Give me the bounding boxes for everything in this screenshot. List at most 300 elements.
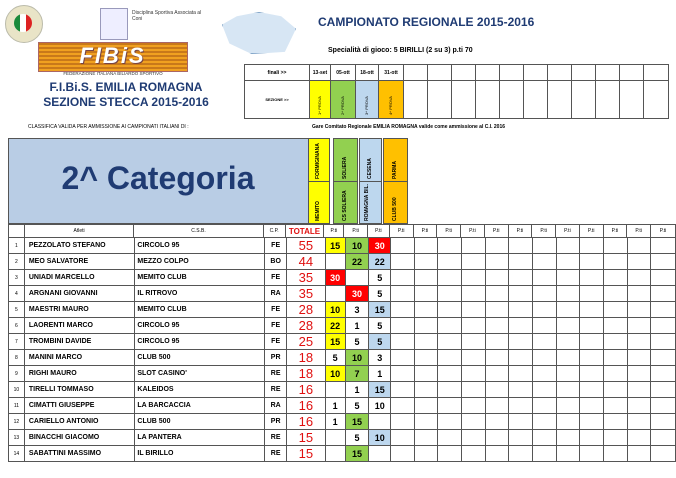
province-code: RE <box>265 366 287 382</box>
province-code: FE <box>265 302 287 318</box>
prova-points-4 <box>391 270 415 286</box>
prova-points-1: 10 <box>325 302 345 318</box>
row-number: 4 <box>9 286 25 302</box>
empty-cell <box>462 398 486 414</box>
empty-cell <box>580 334 604 350</box>
col-pt-1: P.ti <box>324 225 344 238</box>
athlete-name: MAESTRI MAURO <box>24 302 135 318</box>
empty-cell <box>580 302 604 318</box>
athlete-name: BINACCHI GIACOMO <box>24 430 135 446</box>
empty-cell <box>509 286 533 302</box>
athlete-name: TIRELLI TOMMASO <box>24 382 135 398</box>
empty-cell <box>651 430 676 446</box>
results-table <box>8 237 676 462</box>
empty-cell <box>485 238 509 254</box>
empty-cell <box>580 238 604 254</box>
category-title: 2^ Categoria <box>61 160 255 196</box>
total-points: 18 <box>287 350 326 366</box>
empty-cell <box>533 302 557 318</box>
empty-cell <box>485 398 509 414</box>
empty-cell <box>651 446 676 462</box>
finali-grid <box>244 64 669 119</box>
prova-points-1: 1 <box>325 398 345 414</box>
row-number: 7 <box>9 334 25 350</box>
athlete-name: TROMBINI DAVIDE <box>24 334 135 350</box>
empty-cell <box>509 302 533 318</box>
total-points: 15 <box>287 446 326 462</box>
prova-points-4 <box>391 302 415 318</box>
empty-cell <box>556 430 580 446</box>
empty-cell <box>580 270 604 286</box>
col-pt-3: P.ti <box>367 225 389 238</box>
row-number: 10 <box>9 382 25 398</box>
empty-cell <box>603 318 627 334</box>
col-pt-2: P.ti <box>344 225 368 238</box>
col-pt-5: P.ti <box>413 225 437 238</box>
sede-top-3: CESENA <box>359 138 382 182</box>
empty-cell <box>462 238 486 254</box>
province-code: PR <box>265 414 287 430</box>
empty-cell <box>580 366 604 382</box>
athlete-name: RIGHI MAURO <box>24 366 135 382</box>
athlete-name: MEO SALVATORE <box>24 254 135 270</box>
title-line-2: SEZIONE STECCA 2015-2016 <box>43 95 209 109</box>
empty-cell <box>580 382 604 398</box>
sede-bottom-3: ROMAGNA BIL. <box>359 181 382 224</box>
prova-3-cell <box>356 81 379 119</box>
sede-bottom-4: CLUB 500 <box>383 181 408 224</box>
table-row <box>9 414 676 430</box>
total-points: 16 <box>287 398 326 414</box>
table-row <box>9 350 676 366</box>
empty-cell <box>414 302 438 318</box>
empty-cell <box>414 238 438 254</box>
prova-points-4 <box>391 446 415 462</box>
empty-cell <box>627 430 651 446</box>
empty-cell <box>509 366 533 382</box>
total-points: 28 <box>287 302 326 318</box>
empty-cell <box>627 286 651 302</box>
empty-cell <box>438 446 462 462</box>
table-row <box>9 302 676 318</box>
empty-cell <box>580 254 604 270</box>
prova-4-cell <box>379 81 404 119</box>
col-cp: C.P. <box>263 225 285 238</box>
prova-points-2: 10 <box>345 238 369 254</box>
empty-cell <box>580 350 604 366</box>
prova-points-3: 22 <box>369 254 391 270</box>
date-1: 13-set <box>310 65 331 81</box>
table-row <box>9 238 676 254</box>
empty-cell <box>509 446 533 462</box>
table-row <box>9 270 676 286</box>
province-code: BO <box>265 254 287 270</box>
empty-cell <box>651 334 676 350</box>
province-code: RA <box>265 398 287 414</box>
empty-cell <box>438 350 462 366</box>
table-row <box>9 382 676 398</box>
empty-cell <box>603 254 627 270</box>
empty-cell <box>580 286 604 302</box>
athlete-name: LAORENTI MARCO <box>24 318 135 334</box>
empty-cell <box>580 398 604 414</box>
empty-cell <box>603 446 627 462</box>
prova-points-1: 15 <box>325 238 345 254</box>
col-pt-11: P.ti <box>556 225 580 238</box>
empty-cell <box>414 318 438 334</box>
prova-points-3: 5 <box>369 270 391 286</box>
prova-points-2: 1 <box>345 318 369 334</box>
col-pt-15: P.ti <box>651 225 676 238</box>
province-code: FE <box>265 270 287 286</box>
empty-cell <box>651 414 676 430</box>
empty-cell <box>438 398 462 414</box>
date-2: 05-ott <box>331 65 356 81</box>
prova-points-3: 15 <box>369 302 391 318</box>
empty-cell <box>533 334 557 350</box>
prova-points-2: 5 <box>345 334 369 350</box>
empty-cell <box>438 334 462 350</box>
prova-points-2: 15 <box>345 446 369 462</box>
col-pt-7: P.ti <box>461 225 485 238</box>
col-pt-8: P.ti <box>484 225 508 238</box>
prova-points-4 <box>391 238 415 254</box>
col-csb: C.S.B. <box>134 225 263 238</box>
club-name: CIRCOLO 95 <box>135 334 265 350</box>
empty-cell <box>556 318 580 334</box>
empty-cell <box>603 238 627 254</box>
prova-points-4 <box>391 334 415 350</box>
empty-cell <box>533 366 557 382</box>
empty-cell <box>556 286 580 302</box>
empty-cell <box>462 254 486 270</box>
title-line-1: F.I.Bi.S. EMILIA ROMAGNA <box>49 80 203 94</box>
empty-cell <box>414 254 438 270</box>
prova-points-3 <box>369 414 391 430</box>
athlete-name: MANINI MARCO <box>24 350 135 366</box>
prova-points-1 <box>325 430 345 446</box>
empty-cell <box>627 238 651 254</box>
club-name: KALEIDOS <box>135 382 265 398</box>
prova-2-cell <box>331 81 356 119</box>
empty-cell <box>414 286 438 302</box>
empty-cell <box>651 286 676 302</box>
prova-points-4 <box>391 430 415 446</box>
empty-cell <box>509 334 533 350</box>
empty-cell <box>651 366 676 382</box>
sezioni-label: SEZIONE >> <box>245 81 310 119</box>
club-name: CIRCOLO 95 <box>135 318 265 334</box>
prova-points-1: 5 <box>325 350 345 366</box>
total-points: 18 <box>287 366 326 382</box>
empty-cell <box>627 382 651 398</box>
empty-cell <box>533 318 557 334</box>
prova-points-2: 5 <box>345 398 369 414</box>
prova-points-1 <box>325 286 345 302</box>
table-row <box>9 286 676 302</box>
prova-points-4 <box>391 350 415 366</box>
col-pt-13: P.ti <box>603 225 627 238</box>
date-3: 18-ott <box>356 65 379 81</box>
empty-cell <box>651 238 676 254</box>
table-row <box>9 446 676 462</box>
empty-cell <box>485 414 509 430</box>
empty-cell <box>533 238 557 254</box>
empty-cell <box>603 366 627 382</box>
empty-cell <box>485 366 509 382</box>
empty-cell <box>603 414 627 430</box>
empty-cell <box>627 318 651 334</box>
prova-points-1: 22 <box>325 318 345 334</box>
prova-points-3: 15 <box>369 382 391 398</box>
empty-cell <box>485 382 509 398</box>
prova-points-2: 15 <box>345 414 369 430</box>
empty-cell <box>533 350 557 366</box>
empty-cell <box>533 270 557 286</box>
italy-logo-icon <box>5 5 43 43</box>
empty-cell <box>603 302 627 318</box>
club-name: LA BARCACCIA <box>135 398 265 414</box>
empty-cell <box>462 446 486 462</box>
campionato-title: CAMPIONATO REGIONALE 2015-2016 <box>318 15 535 29</box>
empty-cell <box>462 350 486 366</box>
empty-cell <box>533 398 557 414</box>
empty-cell <box>603 398 627 414</box>
empty-cell <box>627 350 651 366</box>
empty-cell <box>485 286 509 302</box>
prova-1-cell <box>310 81 331 119</box>
disciplina-note: Disciplina Sportiva Associata al Coni <box>132 10 202 22</box>
table-row <box>9 318 676 334</box>
row-number: 8 <box>9 350 25 366</box>
row-number: 5 <box>9 302 25 318</box>
empty-cell <box>462 302 486 318</box>
prova-points-2 <box>345 270 369 286</box>
province-code: RE <box>265 382 287 398</box>
prova-points-1 <box>325 382 345 398</box>
prova-3: 3^ PROVA <box>364 96 369 115</box>
club-name: CLUB 500 <box>135 414 265 430</box>
club-name: MEMITO CLUB <box>135 302 265 318</box>
empty-cell <box>414 446 438 462</box>
table-row <box>9 254 676 270</box>
empty-cell <box>438 270 462 286</box>
sede-top-1: FORMIGINANA <box>308 138 330 182</box>
prova-points-2: 5 <box>345 430 369 446</box>
empty-cell <box>485 270 509 286</box>
empty-cell <box>556 254 580 270</box>
empty-cell <box>438 238 462 254</box>
club-name: CLUB 500 <box>135 350 265 366</box>
empty-cell <box>462 414 486 430</box>
empty-cell <box>603 430 627 446</box>
empty-cell <box>509 430 533 446</box>
empty-cell <box>485 302 509 318</box>
empty-cell <box>556 350 580 366</box>
table-row <box>9 430 676 446</box>
prova-points-3 <box>369 446 391 462</box>
prova-points-2: 1 <box>345 382 369 398</box>
row-number: 13 <box>9 430 25 446</box>
col-atleti: Atleti <box>24 225 134 238</box>
prova-points-4 <box>391 414 415 430</box>
prova-points-3: 30 <box>369 238 391 254</box>
total-points: 28 <box>287 318 326 334</box>
empty-cell <box>438 302 462 318</box>
empty-cell <box>627 302 651 318</box>
athlete-name: ARGNANI GIOVANNI <box>24 286 135 302</box>
col-pt-4: P.ti <box>389 225 413 238</box>
sede-top-2: SOLIERA <box>333 138 358 182</box>
empty-cell <box>627 334 651 350</box>
col-pt-10: P.ti <box>532 225 556 238</box>
empty-cell <box>485 350 509 366</box>
empty-cell <box>651 350 676 366</box>
empty-cell <box>438 254 462 270</box>
empty-cell <box>509 382 533 398</box>
empty-cell <box>627 398 651 414</box>
row-number: 6 <box>9 318 25 334</box>
club-name: MEZZO COLPO <box>135 254 265 270</box>
empty-cell <box>603 350 627 366</box>
province-code: RA <box>265 286 287 302</box>
prova-points-1: 10 <box>325 366 345 382</box>
prova-points-2: 3 <box>345 302 369 318</box>
empty-cell <box>556 334 580 350</box>
empty-cell <box>580 318 604 334</box>
prova-points-3: 5 <box>369 286 391 302</box>
empty-cell <box>462 318 486 334</box>
empty-cell <box>556 414 580 430</box>
empty-cell <box>556 366 580 382</box>
empty-cell <box>533 286 557 302</box>
prova-points-3: 5 <box>369 334 391 350</box>
empty-cell <box>414 334 438 350</box>
empty-cell <box>651 254 676 270</box>
prova-points-3: 5 <box>369 318 391 334</box>
empty-cell <box>533 446 557 462</box>
empty-cell <box>509 398 533 414</box>
province-code: FE <box>265 318 287 334</box>
empty-cell <box>485 446 509 462</box>
empty-cell <box>580 414 604 430</box>
empty-cell <box>627 254 651 270</box>
total-points: 25 <box>287 334 326 350</box>
prova-points-2: 7 <box>345 366 369 382</box>
province-code: RE <box>265 446 287 462</box>
empty-cell <box>438 286 462 302</box>
empty-cell <box>414 350 438 366</box>
empty-cell <box>603 270 627 286</box>
col-totale: TOTALE <box>285 225 324 238</box>
total-points: 16 <box>287 382 326 398</box>
empty-cell <box>462 366 486 382</box>
total-points: 35 <box>287 270 326 286</box>
row-number: 2 <box>9 254 25 270</box>
classifica-note: CLASSIFICA VALIDA PER AMMISSIONE AI CAMPIONATI ITALIANI DI : <box>28 124 189 130</box>
prova-points-4 <box>391 286 415 302</box>
club-name: MEMITO CLUB <box>135 270 265 286</box>
prova-points-1 <box>325 446 345 462</box>
empty-cell <box>651 382 676 398</box>
empty-cell <box>556 302 580 318</box>
prova-points-3: 10 <box>369 430 391 446</box>
row-number: 11 <box>9 398 25 414</box>
federation-subtitle: FEDERAZIONE ITALIANA BILIARDO SPORTIVO <box>63 71 163 76</box>
total-points: 44 <box>287 254 326 270</box>
prova-points-2: 22 <box>345 254 369 270</box>
empty-cell <box>485 254 509 270</box>
empty-cell <box>438 414 462 430</box>
empty-cell <box>651 318 676 334</box>
athlete-name: SABATTINI MASSIMO <box>24 446 135 462</box>
prova-points-1: 1 <box>325 414 345 430</box>
empty-cell <box>651 270 676 286</box>
empty-cell <box>438 382 462 398</box>
prova-points-1 <box>325 254 345 270</box>
total-points: 35 <box>287 286 326 302</box>
empty-cell <box>485 318 509 334</box>
gare-note: Gare Comitato Regionale EMILIA ROMAGNA valide come ammissione al C.I. 2016 <box>312 124 506 130</box>
athlete-name: CIMATTI GIUSEPPE <box>24 398 135 414</box>
coni-logo-icon <box>100 8 128 40</box>
empty-cell <box>651 302 676 318</box>
empty-cell <box>627 270 651 286</box>
table-row <box>9 334 676 350</box>
empty-cell <box>556 398 580 414</box>
empty-cell <box>603 382 627 398</box>
prova-points-3: 10 <box>369 398 391 414</box>
empty-cell <box>556 382 580 398</box>
prova-points-1: 15 <box>325 334 345 350</box>
prova-points-3: 1 <box>369 366 391 382</box>
club-name: IL RITROVO <box>135 286 265 302</box>
club-name: SLOT CASINO' <box>135 366 265 382</box>
prova-points-4 <box>391 318 415 334</box>
empty-cell <box>533 382 557 398</box>
fibis-logo-word: FIBiS <box>79 43 146 68</box>
empty-cell <box>438 318 462 334</box>
row-number: 1 <box>9 238 25 254</box>
total-points: 15 <box>287 430 326 446</box>
row-number: 12 <box>9 414 25 430</box>
empty-cell <box>509 254 533 270</box>
prova-points-3: 3 <box>369 350 391 366</box>
prova-1: 1^ PROVA <box>317 96 322 115</box>
empty-cell <box>556 238 580 254</box>
club-name: IL BIRILLO <box>135 446 265 462</box>
province-code: FE <box>265 238 287 254</box>
emilia-romagna-map-icon <box>222 12 296 54</box>
empty-cell <box>509 414 533 430</box>
sede-bottom-1: MEMITO <box>308 181 330 224</box>
empty-cell <box>462 334 486 350</box>
empty-cell <box>556 270 580 286</box>
province-code: FE <box>265 334 287 350</box>
empty-cell <box>509 270 533 286</box>
row-number: 14 <box>9 446 25 462</box>
athlete-name: UNIADI MARCELLO <box>24 270 135 286</box>
sede-top-4: PARMA <box>383 138 408 182</box>
specialita: Specialità di gioco: 5 BIRILLI (2 su 3) p.ti 70 <box>328 47 473 54</box>
empty-cell <box>627 414 651 430</box>
empty-cell <box>580 430 604 446</box>
empty-cell <box>414 270 438 286</box>
empty-cell <box>533 414 557 430</box>
prova-2: 2^ PROVA <box>340 96 345 115</box>
table-row <box>9 398 676 414</box>
total-points: 55 <box>287 238 326 254</box>
